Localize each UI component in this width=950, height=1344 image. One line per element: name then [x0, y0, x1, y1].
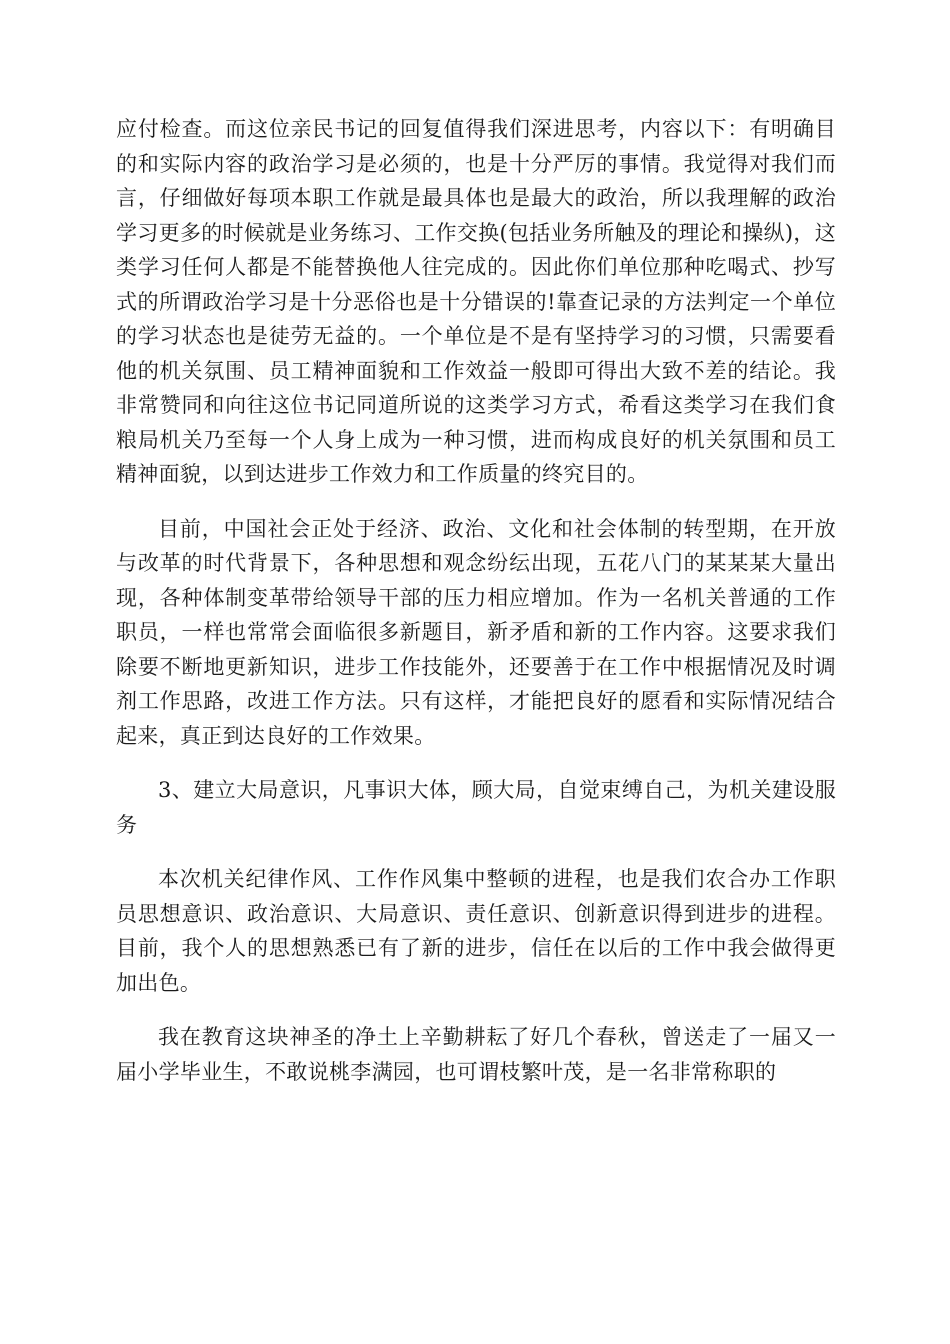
paragraph-2: 目前，中国社会正处于经济、政治、文化和社会体制的转型期，在开放与改革的时代背景下，各种思想和观念纷纭出现，五花八门的某某某大量出现，各种体制变革带给领导干部的压力相应增加。作为一名机关普通的工作职员，一样也常常会面临很多新题目，新矛盾和新的工作内容。这要求我们除要不断地更新知识，进步工作技能外，还要善于在工作中根据情况及时调剂工作思路，改进工作方法。只有这样，才能把良好的愿看和实际情况结合起来，真正到达良好的工作效果。: [116, 516, 836, 748]
section-heading-3: 3、建立大局意识，凡事识大体，顾大局，自觉束缚自己，为机关建设服务: [116, 778, 836, 837]
paragraph-4: 本次机关纪律作风、工作作风集中整顿的进程，也是我们农合办工作职员思想意识、政治意识、大局意识、责任意识、创新意识得到进步的进程。目前，我个人的思想熟悉已有了新的进步，信任在以后的工作中我会做得更加出色。: [116, 867, 836, 995]
paragraph-5: 我在教育这块神圣的净土上辛勤耕耘了好几个春秋，曾送走了一届又一届小学毕业生，不敢说桃李满园，也可谓枝繁叶茂，是一名非常称职的: [116, 1025, 836, 1084]
paragraph-1: 应付检查。而这位亲民书记的回复值得我们深进思考，内容以下：有明确目的和实际内容的政治学习是必须的，也是十分严厉的事情。我觉得对我们而言，仔细做好每项本职工作就是最具体也是最大的政治，所以我理解的政治学习更多的时候就是业务练习、工作交换(包括业务所触及的理论和操纵)，这类学习任何人都是不能替换他人往完成的。因此你们单位那种吃喝式、抄写式的所谓政治学习是十分恶俗也是十分错误的!靠查记录的方法判定一个单位的学习状态也是徒劳无益的。一个单位是不是有坚持学习的习惯，只需要看他的机关氛围、员工精神面貌和工作效益一般即可得出大致不差的结论。我非常赞同和向往这位书记同道所说的这类学习方式，希看这类学习在我们食粮局机关乃至每一个人身上成为一种习惯，进而构成良好的机关氛围和员工精神面貌，以到达进步工作效力和工作质量的终究目的。: [116, 117, 836, 486]
document-page: [116, 112, 836, 1109]
